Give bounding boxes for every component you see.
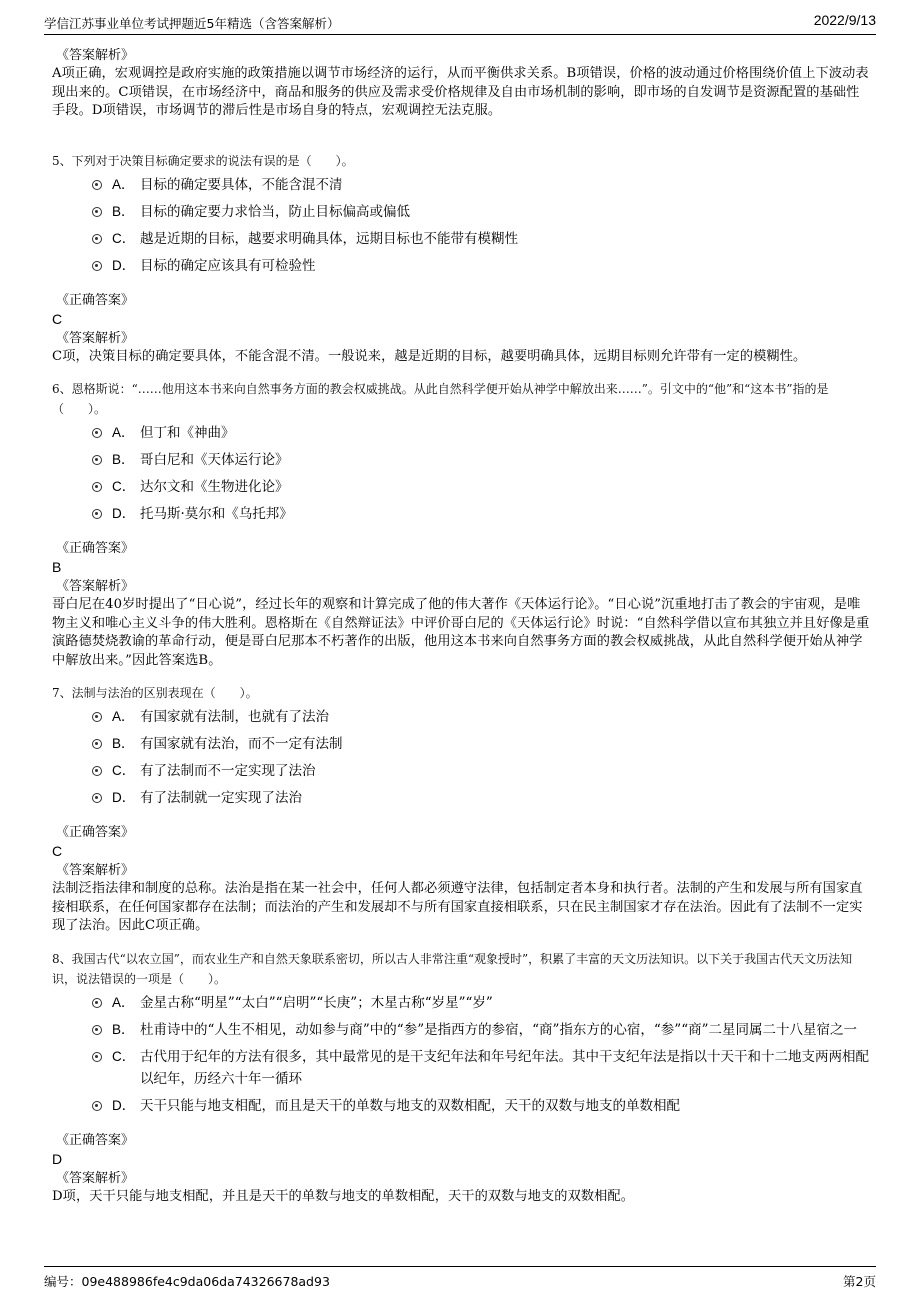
option-d[interactable] <box>52 255 872 277</box>
radio-icon[interactable] <box>92 793 102 803</box>
radio-icon[interactable] <box>92 428 102 438</box>
correct-answer: D <box>52 1150 63 1167</box>
option-letter: B． <box>112 452 135 467</box>
radio-icon[interactable] <box>92 766 102 776</box>
option-letter: C． <box>112 1048 136 1064</box>
page-footer <box>44 1266 876 1290</box>
radio-icon[interactable] <box>92 207 102 217</box>
option-a[interactable] <box>52 174 872 196</box>
option-letter: C． <box>112 479 136 494</box>
option-c[interactable] <box>52 760 872 782</box>
option-text: 天干只能与地支相配，而且是天干的单数与地支的双数相配，天干的双数与地支的单数相配 <box>140 1097 680 1114</box>
option-letter: A． <box>112 994 135 1010</box>
option-a[interactable] <box>52 422 872 444</box>
option-b[interactable] <box>52 1019 872 1041</box>
option-b[interactable] <box>52 733 872 755</box>
radio-icon[interactable] <box>92 1052 102 1062</box>
option-text: 杜甫诗中的“人生不相见，动如参与商”中的“参”是指西方的参宿，“商”指东方的心宿，“参”“商”二星同属二十八星宿之一 <box>140 1021 858 1038</box>
explain-tag: 《答案解析》 <box>56 330 135 346</box>
option-text: 有国家就有法制，也就有了法治 <box>140 709 329 725</box>
radio-icon[interactable] <box>92 1101 102 1111</box>
option-letter: A． <box>112 176 135 192</box>
option-letter: D． <box>112 257 136 273</box>
answer-tag: 《正确答案》 <box>56 292 135 308</box>
question-stem: 5、下列对于决策目标确定要求的说法有误的是（ ）。 <box>52 153 354 168</box>
option-text: 有了法制就一定实现了法治 <box>140 790 302 806</box>
option-b[interactable] <box>52 201 872 223</box>
document-serial: 编号：09e488986fe4c9da06da74326678ad93 <box>44 1274 330 1289</box>
option-letter: D． <box>112 1097 136 1113</box>
option-text: 达尔文和《生物进化论》 <box>140 479 289 495</box>
option-c[interactable] <box>52 228 872 250</box>
radio-icon[interactable] <box>92 1025 102 1035</box>
explain-text: 法制泛指法律和制度的总称。法治是指在某一社会中，任何人都必须遵守法律，包括制定者本身和执行者。法制的产生和发展与所有国家直接相联系，在任何国家都存在法制；而法治的产生和发展却不与所有国家直接相联系，只在民主制国家才存在法治。因此有了法制不一定实现了法治。因此C项正确。 <box>52 881 863 933</box>
option-letter: B． <box>112 1021 135 1037</box>
question-stem: 8、我国古代“以农立国”，而农业生产和自然天象联系密切，所以古人非常注重“观象授时”，积累了丰富的天文历法知识。以下关于我国古代天文历法知识，说法错误的一项是（ ）。 <box>52 951 853 986</box>
explain-tag: 《答案解析》 <box>56 579 135 594</box>
answer-tag: 《正确答案》 <box>56 1132 135 1148</box>
radio-icon[interactable] <box>92 482 102 492</box>
option-letter: A． <box>112 425 135 440</box>
question-block <box>52 683 872 936</box>
radio-icon[interactable] <box>92 998 102 1008</box>
option-letter: D． <box>112 506 136 521</box>
question-stem: 6、恩格斯说：“……他用这本书来向自然事务方面的教会权威挑战。从此自然科学便开始从神学中解放出来……”。引文中的“他”和“这本书”指的是（ ）。 <box>52 382 829 416</box>
explain-tag: 《答案解析》 <box>56 863 135 878</box>
option-a[interactable] <box>52 706 872 728</box>
explain-tag: 《答案解析》 <box>56 1170 135 1186</box>
option-text: 越是近期的目标，越要求明确具体，远期目标也不能带有模糊性 <box>140 230 518 247</box>
radio-icon[interactable] <box>92 455 102 465</box>
option-d[interactable] <box>52 787 872 809</box>
answer-tag: 《正确答案》 <box>56 825 135 840</box>
radio-icon[interactable] <box>92 509 102 519</box>
option-b[interactable] <box>52 449 872 471</box>
option-text: 目标的确定要力求恰当，防止目标偏高或偏低 <box>140 203 410 220</box>
explain-tag: 《答案解析》 <box>56 48 135 63</box>
explain-text: 哥白尼在40岁时提出了“日心说”，经过长年的观察和计算完成了他的伟大著作《天体运行论》。“日心说”沉重地打击了教会的宇宙观，是唯物主义和唯心主义斗争的伟大胜利。恩格斯在《自然辩证法》中评价哥白尼的《天体运行论》时说：“自然科学借以宣布其独立并且好像是重演路德焚烧教谕的革命行动，便是哥白尼那本不朽著作的出版，他用这本书来向自然事务方面的教会权威挑战，从此自然科学便开始从神学中解放出来。”因此答案选B。 <box>52 597 870 668</box>
option-letter: D． <box>112 790 136 805</box>
option-text: 但丁和《神曲》 <box>140 425 235 441</box>
option-d[interactable] <box>52 1095 872 1117</box>
option-text: 金星古称“明星”“太白”“启明”“长庚”；木星古称“岁星”“岁” <box>140 994 493 1011</box>
document-title: 学信江苏事业单位考试押题近5年精选（含答案解析） <box>44 16 340 31</box>
previous-question-explanation <box>52 46 872 121</box>
option-c[interactable] <box>52 1046 872 1090</box>
question-stem: 7、法制与法治的区别表现在（ ）。 <box>52 686 258 700</box>
option-a[interactable] <box>52 992 872 1014</box>
correct-answer: C <box>52 310 63 327</box>
option-c[interactable] <box>52 476 872 498</box>
option-letter: C． <box>112 230 136 246</box>
radio-icon[interactable] <box>92 180 102 190</box>
correct-answer: C <box>52 843 63 859</box>
question-block <box>52 379 872 670</box>
radio-icon[interactable] <box>92 234 102 244</box>
radio-icon[interactable] <box>92 739 102 749</box>
option-d[interactable] <box>52 503 872 525</box>
option-letter: A． <box>112 709 135 724</box>
explain-text: D项，天干只能与地支相配，并且是天干的单数与地支的单数相配，天干的双数与地支的双数相配。 <box>52 1188 635 1204</box>
radio-icon[interactable] <box>92 712 102 722</box>
radio-icon[interactable] <box>92 261 102 271</box>
option-letter: C． <box>112 763 136 778</box>
question-block <box>52 949 872 1207</box>
option-text: 托马斯·莫尔和《乌托邦》 <box>140 506 293 522</box>
question-block <box>52 151 872 367</box>
explain-text: A项正确，宏观调控是政府实施的政策措施以调节市场经济的运行，从而平衡供求关系。B项错误，价格的波动通过价格围绕价值上下波动表现出来的。C项错误，在市场经济中，商品和服务的供应及需求受价格规律及自由市场机制的影响，即市场的自发调节是资源配置的基础性手段。D项错误，市场调节的滞后性是市场自身的特点，宏观调控无法克服。 <box>52 66 869 118</box>
option-text: 目标的确定应该具有可检验性 <box>140 257 316 274</box>
page-content <box>52 46 872 1206</box>
option-text: 哥白尼和《天体运行论》 <box>140 452 289 468</box>
page-header <box>44 12 876 35</box>
document-date: 2022/9/13 <box>813 12 876 28</box>
option-letter: B． <box>112 203 135 219</box>
option-text: 有了法制而不一定实现了法治 <box>140 763 316 779</box>
page-number: 第2页 <box>843 1274 876 1289</box>
option-letter: B． <box>112 736 135 751</box>
option-text: 目标的确定要具体，不能含混不清 <box>140 176 343 193</box>
option-text: 有国家就有法治，而不一定有法制 <box>140 736 343 752</box>
answer-tag: 《正确答案》 <box>56 541 135 556</box>
option-text: 古代用于纪年的方法有很多，其中最常见的是干支纪年法和年号纪年法。其中干支纪年法是指以十天干和十二地支两两相配以纪年，历经六十年一循环 <box>140 1048 869 1087</box>
explain-text: C项，决策目标的确定要具体，不能含混不清。一般说来，越是近期的目标，越要明确具体，远期目标则允许带有一定的模糊性。 <box>52 348 807 364</box>
correct-answer: B <box>52 559 62 575</box>
